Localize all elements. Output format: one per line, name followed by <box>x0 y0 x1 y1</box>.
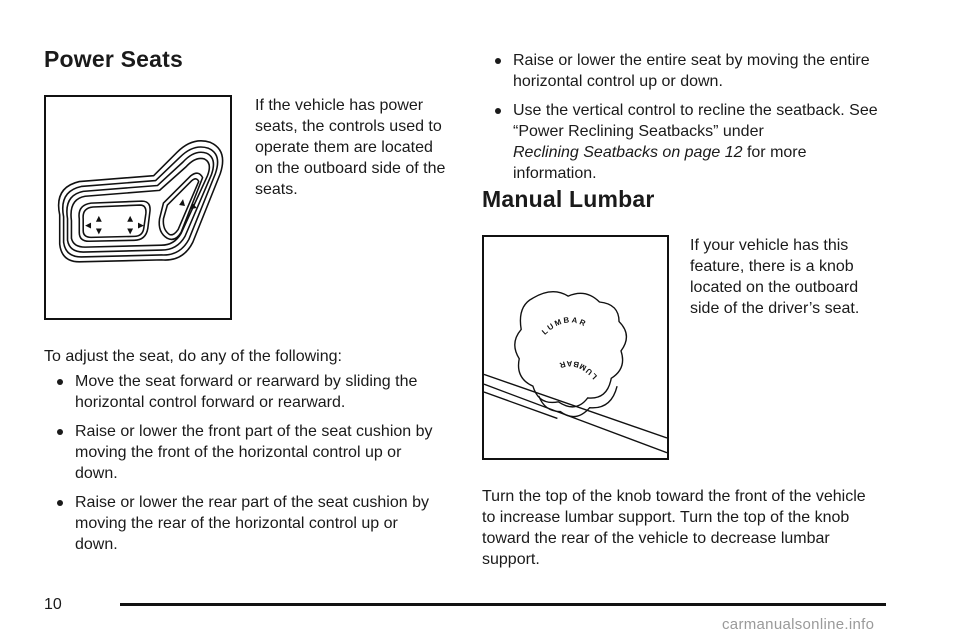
power-seat-controls-illustration <box>44 95 232 320</box>
svg-text:LUMBAR <box>557 359 599 381</box>
list-item-text: Raise or lower the entire seat by moving the entire horizontal control up or down. <box>513 52 870 90</box>
list-item-text: Use the vertical control to recline the seatback. See “Power Reclining Seatbacks” under <box>513 102 878 140</box>
power-seats-heading: Power Seats <box>44 46 183 72</box>
bullet-icon <box>57 429 63 435</box>
watermark-text: carmanualsonline.info <box>722 616 875 633</box>
bullet-icon <box>57 379 63 385</box>
lumbar-intro: If your vehicle has this feature, there is a knob located on the outboard side of the driver’s seat. <box>690 237 860 317</box>
footer-rule <box>120 603 886 606</box>
bullet-icon <box>57 500 63 506</box>
manual-lumbar-heading: Manual Lumbar <box>482 186 655 212</box>
list-item <box>44 492 442 555</box>
adjust-options-list <box>44 371 442 563</box>
seat-options-list-continued <box>482 50 890 192</box>
adjust-lead-text: To adjust the seat, do any of the following: <box>44 348 342 365</box>
list-item <box>44 371 442 413</box>
page-reference-link[interactable]: Reclining Seatbacks on page 12 <box>513 144 743 161</box>
power-seats-intro: If the vehicle has power seats, the controls used to operate them are located on the outboard side of the seats. <box>255 97 446 198</box>
list-item <box>482 50 890 92</box>
lumbar-body-text: Turn the top of the knob toward the front of the vehicle to increase lumbar support. Turn the top of the knob toward the rear of the vehicle to decrease lumbar support. <box>482 488 866 568</box>
knob-label-top: LUMBAR <box>540 315 589 337</box>
list-item-text: Raise or lower the rear part of the seat cushion by moving the rear of the horizontal control up or down. <box>75 494 429 553</box>
bullet-icon <box>495 58 501 64</box>
list-item <box>44 421 442 484</box>
list-item-text-tail: for more information. <box>513 144 807 182</box>
bullet-icon <box>495 108 501 114</box>
lumbar-knob-illustration <box>482 235 669 460</box>
page-number: 10 <box>44 596 62 613</box>
list-item <box>482 100 890 184</box>
list-item-text: Raise or lower the front part of the seat cushion by moving the front of the horizontal control up or down. <box>75 423 433 482</box>
list-item-text: Move the seat forward or rearward by sliding the horizontal control forward or rearward. <box>75 373 418 411</box>
seat-controls-drawing <box>46 97 230 318</box>
svg-text:LUMBAR <box>540 315 589 336</box>
knob-label-bottom: LUMBAR <box>556 358 599 382</box>
lumbar-knob-drawing <box>484 237 667 458</box>
